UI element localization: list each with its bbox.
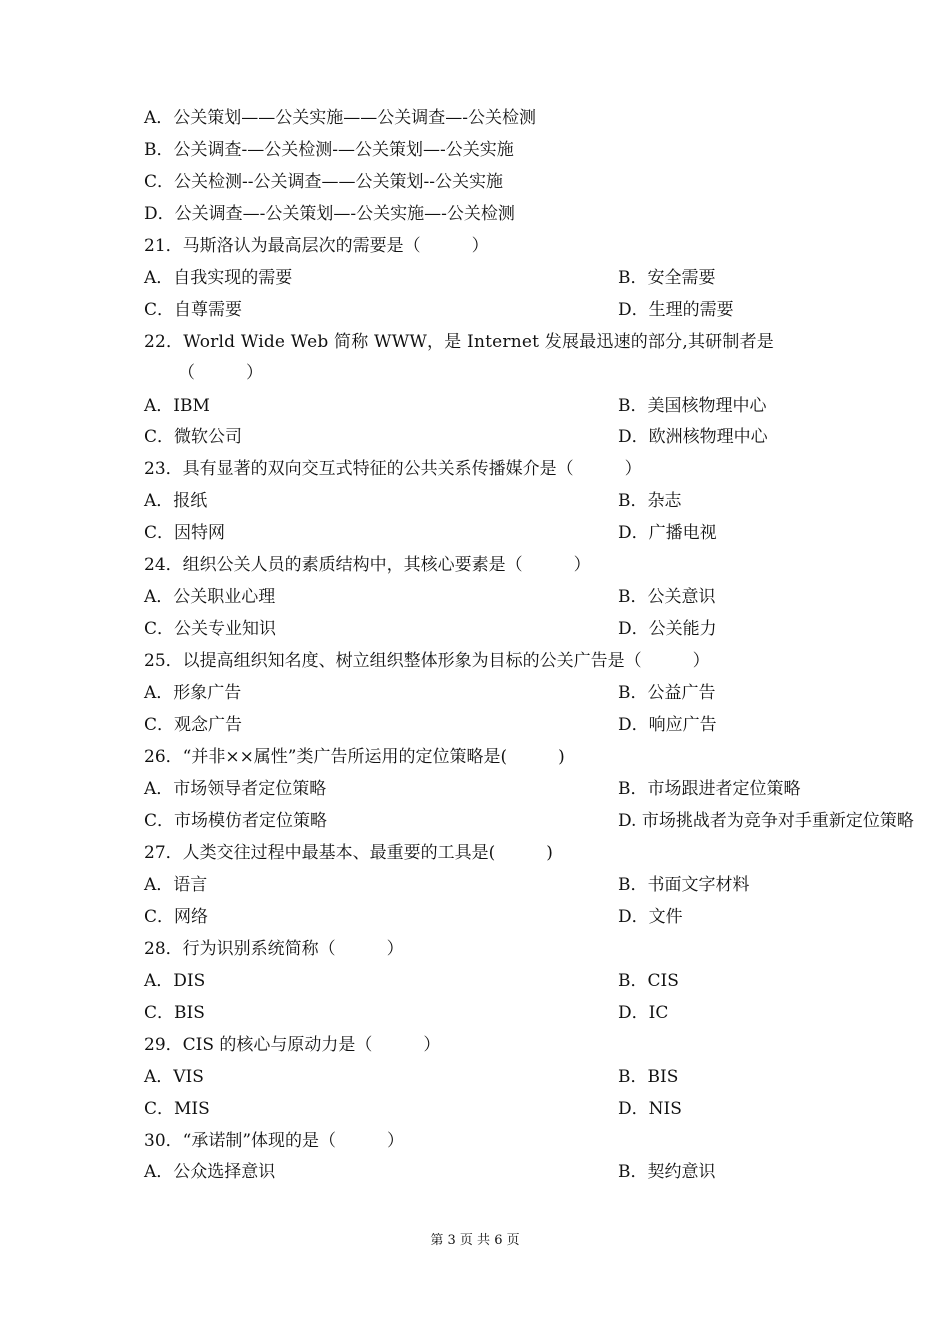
- q20-option-b: B．公关调查-—公关检测-—公关策划—-公关实施: [144, 140, 514, 160]
- q25-stem: 25．以提高组织知名度、树立组织整体形象为目标的公关广告是（ ）: [144, 651, 710, 671]
- q27-options-row1: [144, 874, 750, 896]
- q20-option-d: D．公关调查—-公关策划—-公关实施—-公关检测: [144, 204, 515, 224]
- q30-option-b: B．契约意识: [618, 1162, 716, 1182]
- q22-option-b: B．美国核物理中心: [618, 396, 767, 416]
- q21-options-row1: [144, 267, 716, 289]
- q21-option-d: D．生理的需要: [618, 300, 734, 320]
- q30-option-a: A．公众选择意识: [144, 1162, 276, 1182]
- q26-option-c: C．市场模仿者定位策略: [144, 811, 328, 831]
- page-number-footer: 第 3 页 共 6 页: [430, 1233, 520, 1248]
- q24-option-d: D．公关能力: [618, 619, 717, 639]
- q29-stem: 29．CIS 的核心与原动力是（ ）: [144, 1035, 441, 1055]
- q23-options-row1: [144, 490, 682, 512]
- q29-option-c: C．MIS: [144, 1099, 210, 1119]
- q28-option-c: C．BIS: [144, 1003, 205, 1023]
- q28-option-a: A．DIS: [144, 971, 206, 991]
- q24-options-row2: [144, 618, 717, 640]
- q27-option-d: D．文件: [618, 907, 683, 927]
- q21-option-b: B．安全需要: [618, 268, 716, 288]
- q23-options-row2: [144, 522, 717, 544]
- q23-option-a: A．报纸: [144, 491, 208, 511]
- q26-option-d: D. 市场挑战者为竞争对手重新定位策略: [618, 811, 914, 831]
- q23-option-c: C．因特网: [144, 523, 226, 543]
- q24-option-b: B．公关意识: [618, 587, 716, 607]
- q28-option-b: B．CIS: [618, 971, 679, 991]
- q24-stem: 24．组织公关人员的素质结构中，其核心要素是（ ）: [144, 555, 591, 575]
- q20-option-c: C．公关检测--公关调查——公关策划--公关实施: [144, 172, 503, 192]
- q29-option-a: A．VIS: [144, 1067, 204, 1087]
- q28-options-row2: [144, 1002, 669, 1024]
- q25-option-a: A．形象广告: [144, 683, 242, 703]
- q27-option-a: A．语言: [144, 875, 208, 895]
- q29-option-b: B．BIS: [618, 1067, 679, 1087]
- q28-options-row1: [144, 970, 679, 992]
- q29-options-row1: [144, 1066, 679, 1088]
- q27-option-c: C．网络: [144, 907, 209, 927]
- q25-option-d: D．响应广告: [618, 715, 717, 735]
- q24-option-c: C．公关专业知识: [144, 619, 277, 639]
- q26-stem: 26．“并非××属性”类广告所运用的定位策略是( ): [144, 747, 565, 767]
- q26-option-a: A．市场领导者定位策略: [144, 779, 327, 799]
- q23-stem: 23．具有显著的双向交互式特征的公共关系传播媒介是（ ）: [144, 459, 642, 479]
- q21-stem: 21．马斯洛认为最高层次的需要是（ ）: [144, 236, 489, 256]
- q25-options-row2: [144, 714, 717, 736]
- q26-options-row1: [144, 778, 801, 800]
- q24-option-a: A．公关职业心理: [144, 587, 276, 607]
- q21-option-a: A．自我实现的需要: [144, 268, 293, 288]
- q27-option-b: B．书面文字材料: [618, 875, 750, 895]
- q22-options-row1: [144, 395, 767, 417]
- q27-options-row2: [144, 906, 683, 928]
- q24-options-row1: [144, 586, 716, 608]
- q30-stem: 30．“承诺制”体现的是（ ）: [144, 1131, 405, 1151]
- q22-option-a: A．IBM: [144, 396, 210, 416]
- q20-option-a: A．公关策划——公关实施——公关调查—-公关检测: [144, 108, 537, 128]
- q27-stem: 27．人类交往过程中最基本、最重要的工具是( ): [144, 843, 553, 863]
- q22-stem-continuation: （ ）: [178, 363, 263, 383]
- q21-option-c: C．自尊需要: [144, 300, 243, 320]
- q29-options-row2: [144, 1098, 682, 1120]
- q25-option-b: B．公益广告: [618, 683, 716, 703]
- q26-option-b: B．市场跟进者定位策略: [618, 779, 801, 799]
- q25-options-row1: [144, 682, 716, 704]
- q21-options-row2: [144, 299, 734, 321]
- q28-option-d: D．IC: [618, 1003, 669, 1023]
- q25-option-c: C．观念广告: [144, 715, 243, 735]
- q26-options-row2: [144, 810, 914, 832]
- q22-option-c: C．微软公司: [144, 427, 243, 447]
- q28-stem: 28．行为识别系统简称（ ）: [144, 939, 404, 959]
- q23-option-d: D．广播电视: [618, 523, 717, 543]
- q30-options-row1: [144, 1161, 716, 1183]
- q29-option-d: D．NIS: [618, 1099, 682, 1119]
- q22-stem: 22．World Wide Web 简称 WWW，是 Internet 发展最迅速的部分,其研制者是: [144, 332, 774, 352]
- q22-option-d: D．欧洲核物理中心: [618, 427, 768, 447]
- q23-option-b: B．杂志: [618, 491, 682, 511]
- q22-options-row2: [144, 426, 768, 448]
